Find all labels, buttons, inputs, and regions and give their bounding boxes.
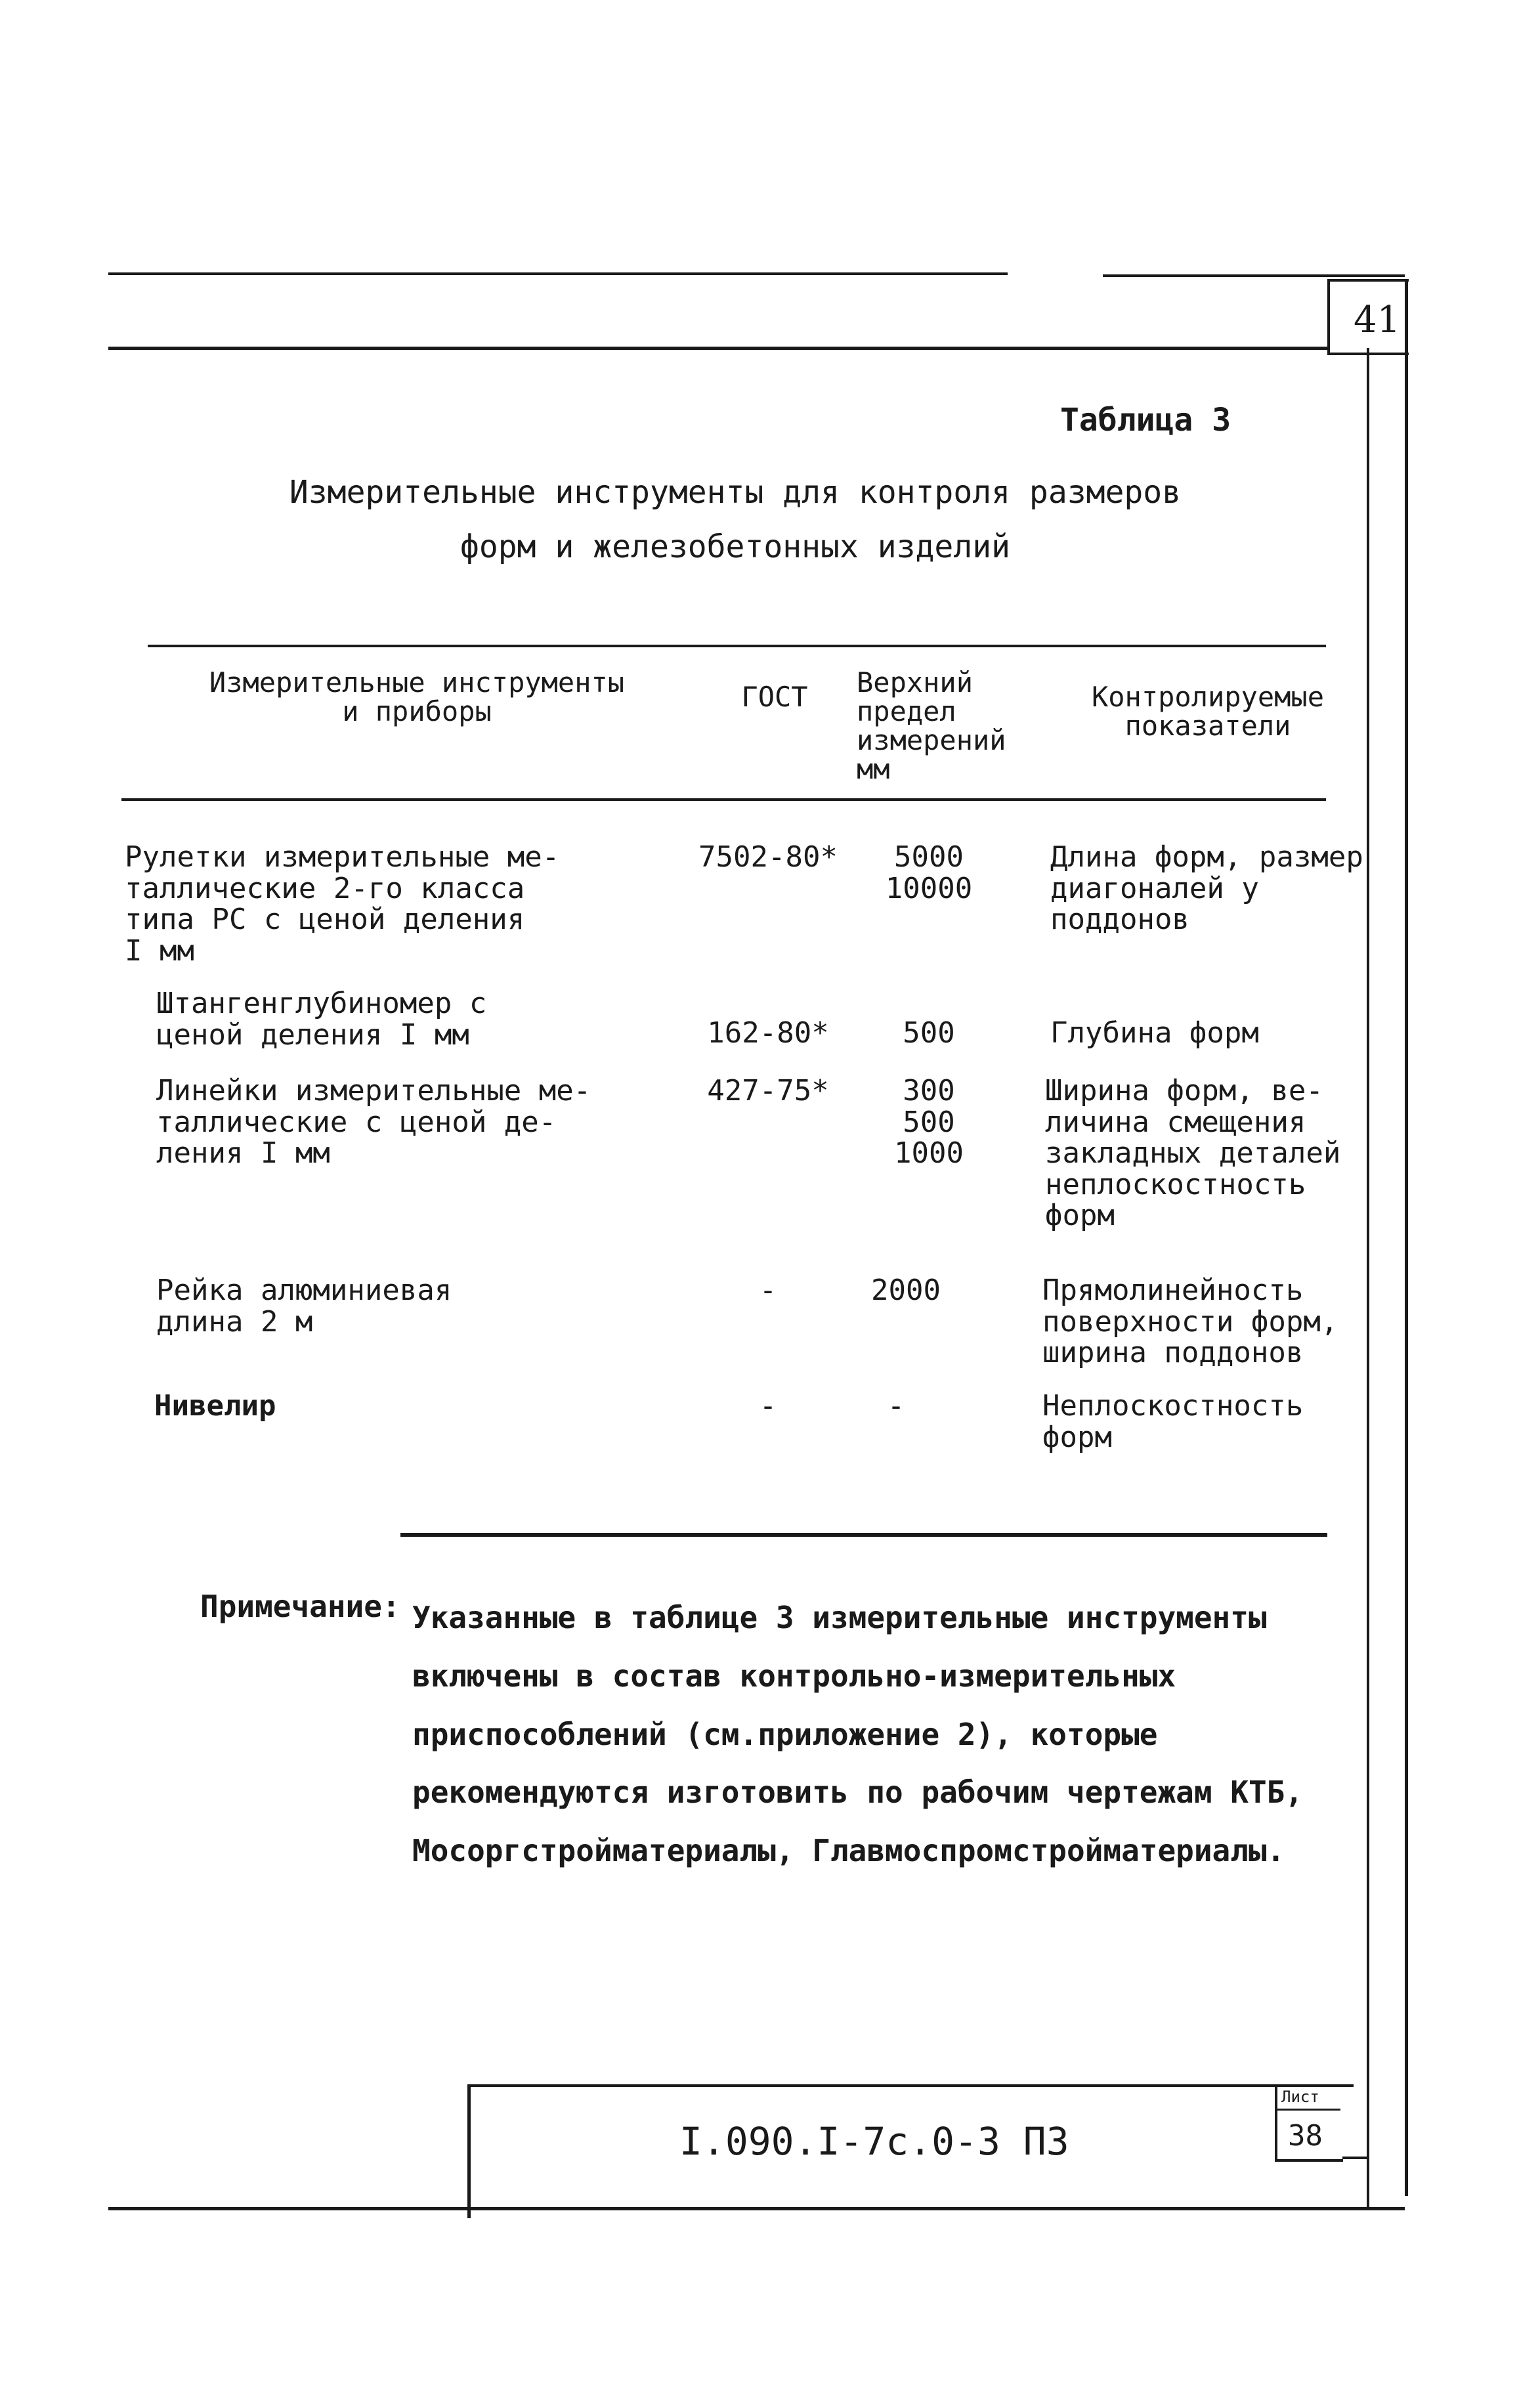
top-rule-left [108, 272, 1008, 275]
frame-right-inner [1367, 348, 1369, 2209]
row2-gost: 162-80* [707, 1016, 829, 1050]
table-bottom-rule [400, 1533, 1327, 1537]
row5-instrument: Нивелир [154, 1389, 276, 1423]
table-caption-line2: форм и железобетонных изделий [460, 528, 1011, 565]
sheet-label: Лист [1281, 2088, 1319, 2106]
bottom-rule-right [1342, 2157, 1369, 2159]
row3-instrument: Линейки измерительные ме- таллические с ценой де- ления I мм [156, 1074, 591, 1170]
row4-limit: 2000 [871, 1274, 941, 1307]
row1-gost: 7502-80* [698, 840, 838, 874]
row3-gost: 427-75* [707, 1074, 829, 1107]
table-label: Таблица 3 [1060, 402, 1231, 439]
row3-indicators: Ширина форм, ве- личина смещения закладных деталей неплоскостность форм [1045, 1074, 1341, 1233]
row1-indicators: Длина форм, размер диагоналей у поддонов [1050, 840, 1363, 937]
row5-limit: - [887, 1389, 905, 1423]
row1-instrument: Рулетки измерительные ме- таллические 2-го класса типа РС с ценой деления I мм [125, 840, 560, 968]
row2-limit: 500 [903, 1016, 955, 1050]
table-header-bottom-rule [121, 798, 1326, 801]
page-number: 41 [1354, 299, 1401, 341]
sheet-box-divider [1275, 2109, 1340, 2111]
sheet-number: 38 [1288, 2119, 1323, 2153]
top-rule-lower [108, 347, 1329, 350]
header-indicators: Контролируемые показатели [1091, 681, 1324, 742]
row5-indicators: Неплоскостность форм [1042, 1389, 1304, 1454]
row2-instrument: Штангенглубиномер с ценой деления I мм [156, 987, 487, 1052]
header-upper-limit: Верхний предел измерений мм [857, 666, 1006, 786]
note-label: Примечание: [200, 1589, 400, 1624]
bottom-rule [108, 2207, 1405, 2210]
document-code: I.090.I-7c.0-3 ПЗ [679, 2119, 1069, 2164]
header-instruments: Измерительные инструменты и приборы [209, 666, 625, 728]
row4-gost: - [759, 1274, 777, 1307]
row4-indicators: Прямолинейность поверхности форм, ширина поддонов [1042, 1274, 1338, 1370]
row5-gost: - [759, 1389, 777, 1423]
note-text: Указанные в таблице 3 измерительные инструменты включены в состав контрольно-измерительных приспособлений (см.приложение 2), которые рекомендуются изготовить по рабочим чертежам КТБ, Мосоргстройматериалы, Главмоспромстройматериалы. [412, 1600, 1304, 1869]
table-caption-line1: Измерительные инструменты для контроля размеров [289, 474, 1182, 511]
row3-limit: 300 500 1000 [894, 1074, 964, 1170]
top-rule-right [1103, 274, 1405, 277]
row2-indicators: Глубина форм [1050, 1016, 1259, 1050]
table-top-rule [148, 645, 1326, 647]
row4-instrument: Рейка алюминиевая длина 2 м [156, 1274, 452, 1339]
frame-right-outer [1405, 279, 1408, 2196]
row1-limit: 5000 10000 [885, 840, 973, 905]
header-gost: ГОСТ [741, 681, 808, 713]
